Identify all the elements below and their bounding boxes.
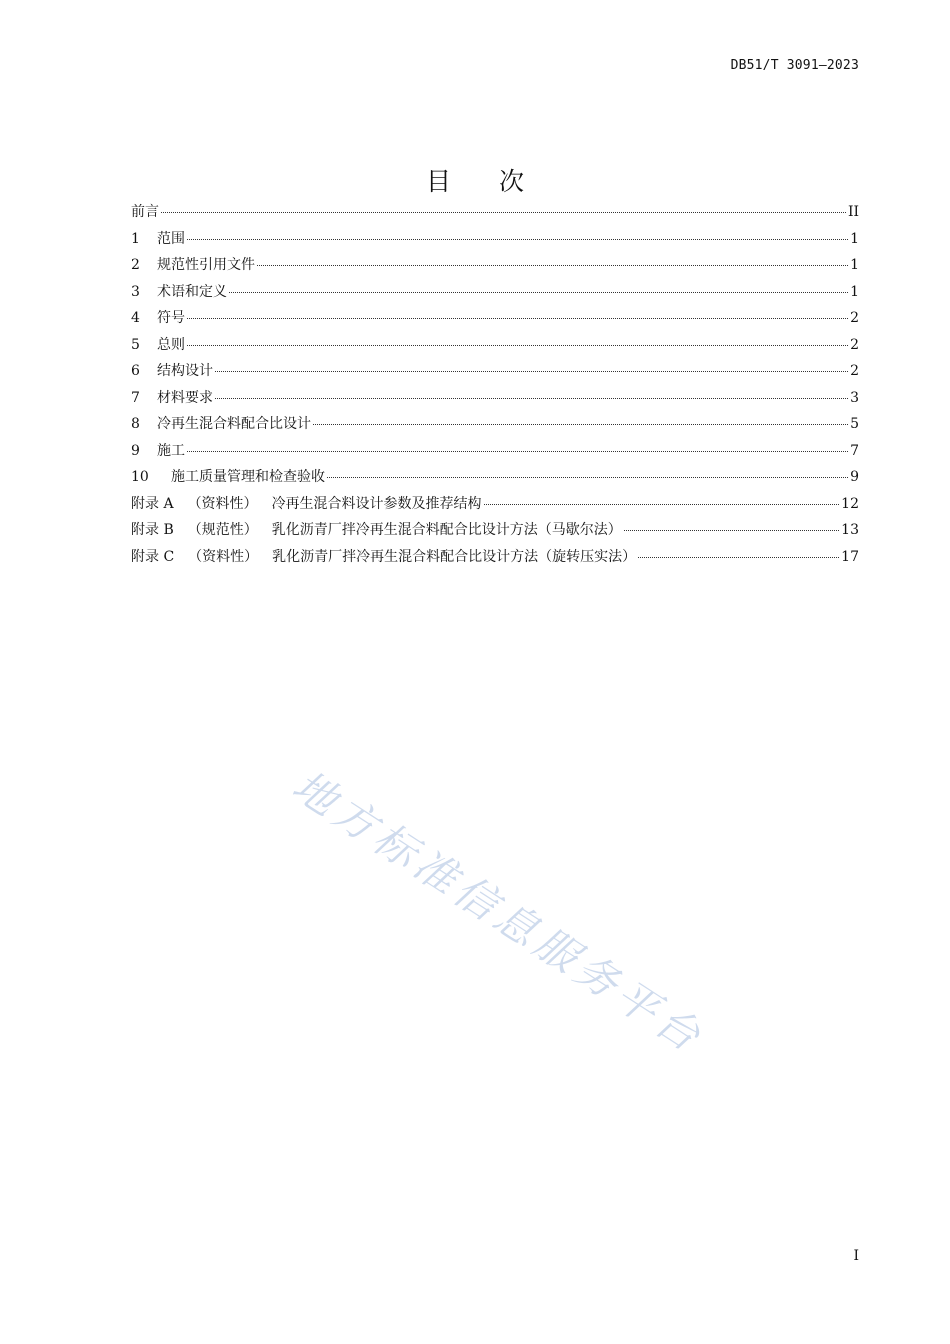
toc-entry-text: 乳化沥青厂拌冷再生混合料配合比设计方法（旋转压实法） [272,548,637,565]
toc-entry-appendix-c[interactable] [131,546,859,573]
toc-appendix-nature: （规范性） [187,522,258,538]
toc-entry-symbols[interactable] [131,307,859,334]
toc-leader-dots [638,557,839,558]
toc-entry-page: 12 [841,495,859,512]
toc-entry-page: 13 [841,522,859,538]
document-code: DB51/T 3091—2023 [730,58,859,73]
toc-leader-dots [215,398,848,399]
toc-entry-construction[interactable] [131,440,859,467]
toc-leader-dots [187,345,848,346]
toc-entry-text: 术语和定义 [157,283,227,300]
toc-entry-material-requirements[interactable] [131,387,859,414]
toc-leader-dots [313,424,848,425]
toc-entry-text: 乳化沥青厂拌冷再生混合料配合比设计方法（马歇尔法） [271,522,622,538]
toc-leader-dots [229,292,848,293]
toc-entry-number: 5 [131,336,140,353]
toc-appendix-label: 附录 A [131,495,174,512]
toc-entry-appendix-b[interactable] [131,519,859,546]
toc-leader-dots [161,212,846,213]
toc-entry-mix-design[interactable] [131,413,859,440]
toc-entry-page: 5 [850,416,859,432]
toc-entry-page: 2 [850,336,859,353]
toc-entry-number: 3 [131,283,140,300]
toc-entry-page: 17 [841,548,859,565]
toc-entry-text: 前言 [131,204,159,220]
toc-entry-foreword[interactable] [131,201,859,228]
toc-entry-text: 总则 [157,336,185,353]
toc-entry-number: 9 [131,442,140,459]
toc-entry-text: 范围 [157,230,185,247]
toc-entry-number: 6 [131,363,140,379]
toc-entry-page: 9 [850,469,859,485]
toc-entry-text: 符号 [157,310,185,326]
toc-entry-text: 材料要求 [157,389,213,406]
toc-entry-text: 冷再生混合料设计参数及推荐结构 [271,495,482,512]
toc-entry-page: 1 [850,283,859,300]
toc-entry-page: 2 [850,310,859,326]
toc-entry-page: II [847,204,859,220]
toc-leader-dots [327,477,848,478]
toc-appendix-nature: （资料性） [187,495,258,512]
toc-leader-dots [187,239,848,240]
toc-appendix-nature: （资料性） [188,548,259,565]
toc-title: 目 次 [426,167,544,196]
toc-entry-appendix-a[interactable] [131,493,859,520]
toc-appendix-label: 附录 C [131,548,175,565]
toc-entry-number: 2 [131,257,140,273]
toc-leader-dots [215,371,848,372]
toc-entry-number: 1 [131,230,140,247]
toc-leader-dots [187,451,848,452]
toc-entry-number: 4 [131,310,140,326]
page-number: I [853,1248,859,1264]
toc-entry-text: 规范性引用文件 [157,257,255,273]
toc-leader-dots [187,318,848,319]
toc-entry-page: 3 [850,389,859,406]
toc-entry-scope[interactable] [131,228,859,255]
toc-entry-text: 结构设计 [157,363,213,379]
toc-entry-page: 1 [850,257,859,273]
toc-entry-page: 2 [850,363,859,379]
toc-entry-page: 7 [850,442,859,459]
toc-entry-text: 施工质量管理和检查验收 [171,469,325,485]
toc-entry-text: 施工 [157,442,185,459]
toc-appendix-label: 附录 B [131,522,174,538]
toc-entry-quality-management[interactable] [131,466,859,493]
toc-entry-number: 10 [131,469,149,485]
table-of-contents [131,201,859,572]
toc-entry-number: 8 [131,416,140,432]
toc-entry-structural-design[interactable] [131,360,859,387]
toc-leader-dots [484,504,840,505]
watermark-text: 地方标准信息服务平台 [284,760,714,1064]
toc-leader-dots [257,265,848,266]
toc-entry-terms-definitions[interactable] [131,281,859,308]
toc-entry-text: 冷再生混合料配合比设计 [157,416,311,432]
toc-entry-page: 1 [850,230,859,247]
toc-entry-normative-references[interactable] [131,254,859,281]
toc-leader-dots [624,530,839,531]
toc-entry-general[interactable] [131,334,859,361]
toc-entry-number: 7 [131,389,140,406]
